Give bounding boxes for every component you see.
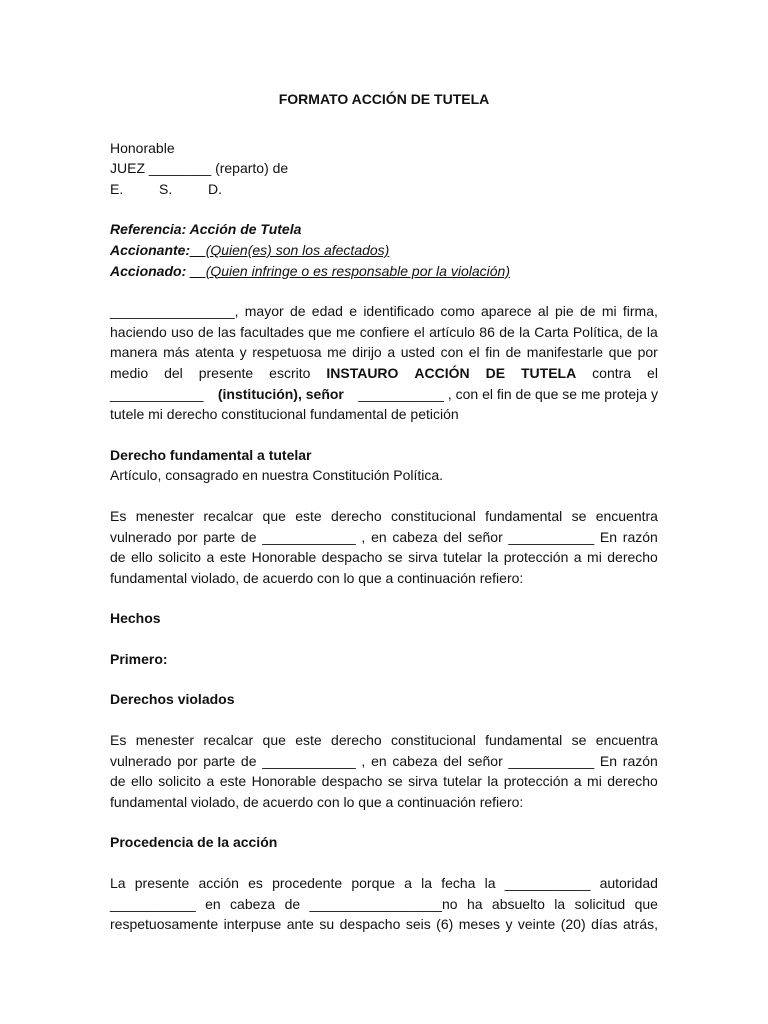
word: la [487,773,499,790]
word: recalcar [203,507,254,524]
word: mi [587,549,602,566]
word: de [499,323,515,340]
word: en [371,752,387,769]
word: señor [467,752,503,769]
word: parte [203,752,236,769]
word: despacho [339,916,401,933]
word: constitucional [390,732,476,749]
word: usted [400,344,435,361]
word: Política, [572,323,623,340]
word: presente [134,875,190,892]
word: mi [601,303,617,320]
word: el [468,344,480,361]
accionante-label: Accionante: [110,241,191,258]
word: del [164,364,183,381]
word: con [440,344,464,361]
word: pie [555,303,574,320]
word: y [239,344,247,361]
word: solicito [158,773,202,790]
word: medio [110,364,149,381]
word: Honorable [251,549,317,566]
word: de [626,323,643,340]
word: e [349,303,358,320]
word: este [219,549,247,566]
word: Es [110,732,127,749]
word: al [537,303,549,320]
word: ___________ [504,875,591,892]
word: a [404,875,412,892]
word: ____________ [262,752,356,769]
word: Carta [534,323,569,340]
para-row [110,914,658,935]
word: por [177,752,198,769]
word: porque [351,875,395,892]
word-bold: ACCIÓN [414,364,470,381]
word: de [110,549,126,566]
word: que [308,323,332,340]
word: derecho [607,773,658,790]
word: el [413,323,425,340]
institution-label: (institución), señor [217,385,344,402]
word: en [371,528,387,545]
word: cabeza [230,895,276,912]
para-row [110,506,658,527]
word: sirva [408,549,438,566]
word: menester [135,732,195,749]
word: recalcar [203,732,254,749]
word: que [634,895,658,912]
address-line-honorable: Honorable [110,139,175,156]
word: seis [405,916,431,933]
word: solicitud [574,895,626,912]
accionado-label: Accionado: [110,262,191,279]
word: La [110,875,126,892]
word: identificado [363,303,435,320]
word: el [647,364,658,381]
word-bold: DE [485,364,506,381]
word: (6) [436,916,454,933]
word: a [573,549,582,566]
para-row [110,894,658,915]
address-e: E. [110,180,124,197]
word: de [240,528,257,545]
word: la [519,323,530,340]
word: constitucional [390,507,476,524]
word: solicito [158,549,202,566]
derecho-heading: Derecho fundamental a tutelar [110,446,312,463]
word: escrito [269,364,311,381]
word: del [443,752,462,769]
word: cabeza [392,528,438,545]
intro-row [110,384,658,405]
word: más [163,344,190,361]
word: la [554,895,566,912]
accionante-line [110,240,658,261]
word: ___________ [110,895,196,912]
para-row [110,547,658,568]
word: facultades [240,323,304,340]
menester-paragraph-2 [110,730,658,812]
word: de [289,303,306,320]
intro-paragraph [110,301,658,425]
word: me [327,344,347,361]
word-bold: INSTAURO [326,364,399,381]
word: Es [110,507,127,524]
word: en [205,895,221,912]
word: tutelar [443,773,482,790]
para-row [110,730,658,751]
word: autoridad [599,875,658,892]
word: se [387,773,403,790]
word: de [110,773,126,790]
word: encuentra [595,732,658,749]
address-line-juez: JUEZ ________ (reparto) de [110,160,289,177]
para-text: fundamental violado, de acuerdo con lo que a continuación refiero: [110,569,524,586]
word: Honorable [251,773,317,790]
hechos-heading: Hechos [110,610,161,627]
word: la [421,875,432,892]
word: la [487,549,499,566]
word: ello [131,773,153,790]
word: a [387,344,396,361]
word: _________________no [309,895,458,912]
word: contra [592,364,632,381]
word: despacho [321,773,383,790]
word: atenta [195,344,235,361]
word: ________________, [110,303,239,320]
intro-text: ___________ , con el fin de que se me proteja y [358,385,658,402]
document-body [110,89,658,935]
word: de [198,323,214,340]
word: acción [198,875,239,892]
menester-paragraph-1 [110,506,658,588]
word: interpuse [223,916,282,933]
word: de [505,344,522,361]
word: uso [171,323,194,340]
word: a [206,549,215,566]
word: , [361,752,366,769]
word: cabeza [392,752,438,769]
intro-row [110,342,658,363]
address-line-esd [110,179,658,200]
derecho-text: Artículo, consagrado en nuestra Constitución Política. [110,467,444,484]
word: del [443,528,462,545]
word: fecha [441,875,476,892]
word: fundamental [485,507,563,524]
word: En [599,528,618,545]
word: que [262,732,286,749]
reference-block [110,219,658,281]
para-text: fundamental violado, de acuerdo con lo que a continuación refiero: [110,793,524,810]
word: firma, [622,303,658,320]
word: a [206,773,215,790]
word: respetuosamente [110,916,219,933]
word: absuelto [491,895,545,912]
word: (20) [560,916,586,933]
word: derecho [607,549,658,566]
word: protección [503,549,569,566]
word: , [361,528,366,545]
word: por [637,344,658,361]
para-row [110,568,658,589]
word: ___________ [508,528,595,545]
reference-line: Referencia: Acción de Tutela [110,221,302,238]
intro-row-justified [110,363,658,384]
intro-row [110,404,658,425]
word: señor [467,528,503,545]
word: presente [198,364,254,381]
procedencia-paragraph [110,873,658,935]
word-bold: TUTELA [520,364,577,381]
word: ha [466,895,483,912]
document-title: FORMATO ACCIÓN DE TUTELA [278,91,490,107]
word: En [599,752,618,769]
word: haciendo [110,323,167,340]
word: por [177,528,198,545]
para-row [110,771,658,792]
word: este [219,773,247,790]
word: encuentra [595,507,658,524]
word: derecho [331,732,382,749]
word: a [573,773,582,790]
word: este [295,732,322,749]
word: tutelar [443,549,482,566]
word: de [284,895,301,912]
blank-field: ____________ [110,385,204,402]
primero-heading: Primero: [110,650,168,667]
word: vulnerado [110,752,172,769]
word: días [591,916,618,933]
word: como [440,303,475,320]
word: la [646,323,658,340]
word: de [579,303,596,320]
accionante-value: __(Quien(es) son los afectados) [190,241,390,258]
word: las [217,323,236,340]
word: se [387,549,403,566]
word: vulnerado [110,528,172,545]
word: dirijo [352,344,382,361]
address-block [110,138,658,200]
word: veinte [517,916,556,933]
word: que [608,344,633,361]
word: la [484,875,496,892]
word: sirva [408,773,438,790]
word: confiere [359,323,410,340]
word: es [248,875,263,892]
word: aparece [480,303,532,320]
word: razón [622,752,658,769]
word: y [505,916,513,933]
word: ello [131,549,153,566]
word: menester [135,507,195,524]
para-row [110,527,658,548]
word: fundamental [485,732,563,749]
address-d: D. [208,180,222,197]
word: ___________ [508,752,595,769]
para-row [110,792,658,813]
word: este [295,507,322,524]
word: procedente [272,875,343,892]
word: mayor [244,303,284,320]
derechos-violados-heading: Derechos violados [110,691,235,708]
intro-row [110,322,658,343]
word: fin [485,344,501,361]
word: 86 [479,323,495,340]
word: respetuosa [252,344,322,361]
word: meses [458,916,500,933]
word: derecho [331,507,382,524]
word: me [335,323,356,340]
intro-row [110,301,658,322]
word: su [319,916,335,933]
word: se [571,732,587,749]
word: despacho [321,549,383,566]
accionado-line [110,261,658,282]
intro-text: tutele mi derecho constitucional fundamental de petición [110,406,459,423]
word: de [240,752,257,769]
word: ____________ [262,528,356,545]
procedencia-heading: Procedencia de la acción [110,834,278,851]
word: mi [587,773,602,790]
word: edad [311,303,343,320]
address-s: S. [159,180,173,197]
word: se [571,507,587,524]
word: ante [286,916,314,933]
accionado-value: __(Quien infringe o es responsable por la violación) [190,262,510,279]
word: protección [503,773,569,790]
word: parte [203,528,236,545]
word: razón [622,528,658,545]
word: artículo [429,323,475,340]
word: que [262,507,286,524]
para-row [110,873,658,894]
word: manifestarle [526,344,604,361]
para-row [110,751,658,772]
word: manera [110,344,158,361]
word: atrás, [622,916,658,933]
